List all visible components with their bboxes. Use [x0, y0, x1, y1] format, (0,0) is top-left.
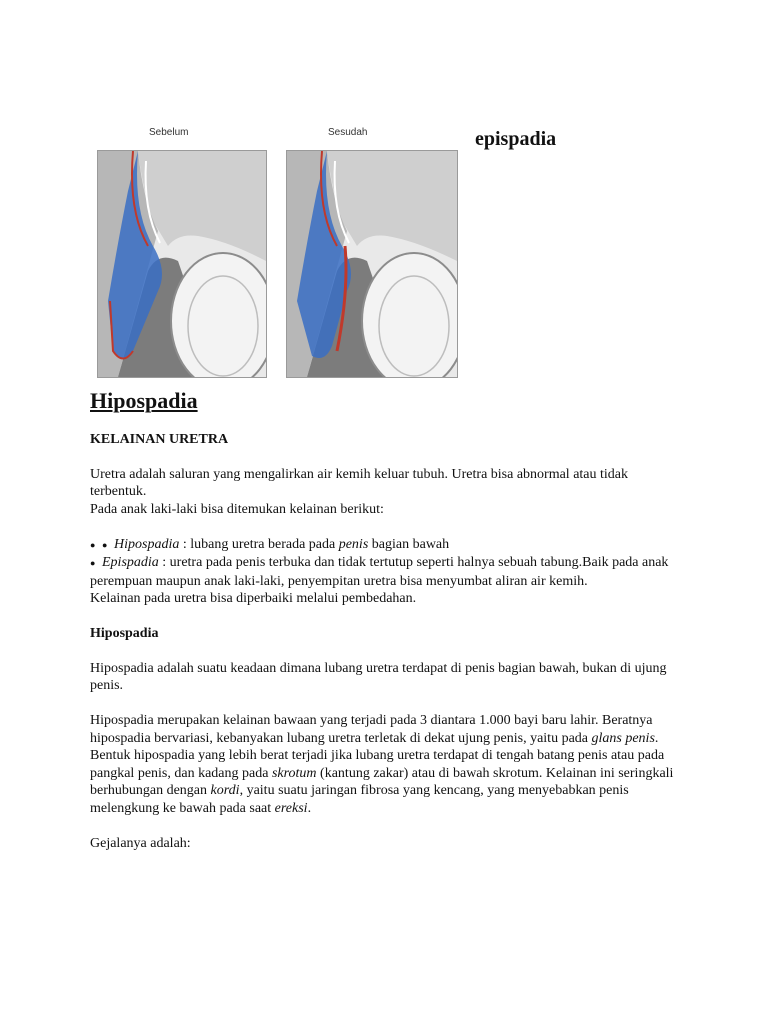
figure-after-label: Sesudah: [328, 127, 368, 138]
term-hipospadia: Hipospadia: [114, 536, 180, 552]
anatomy-illustration-after: [286, 150, 458, 378]
bullet-icon: ●: [90, 558, 96, 568]
prevalence-paragraph: Hipospadia merupakan kelainan bawaan yang terjadi pada 3 diantara 1.000 bayi baru lahir. Beratnya hipospadia bervariasi, kebanyakan lubang uretra terletak di dekat ujung penis, yaitu pada glans penis.: [90, 713, 659, 746]
anatomy-illustration-before: [97, 150, 267, 378]
section-heading-kelainan-uretra: KELAINAN URETRA: [90, 432, 229, 447]
document-body: [90, 388, 680, 852]
bullet-icon: ●: [90, 539, 96, 550]
anatomy-drawing-after: [287, 151, 457, 377]
term-epispadia: Epispadia: [102, 555, 159, 570]
section-heading-hipospadia: Hipospadia: [90, 626, 159, 641]
list-item-epispadia: ● Epispadia : uretra pada penis terbuka dan tidak tertutup seperti halnya sebuah tabung.Baik pada anak perempuan maupun anak laki-laki, penyempitan uretra bisa menyumbat aliran air kemih.: [90, 555, 669, 589]
repair-paragraph: Kelainan pada uretra bisa diperbaiki melalui pembedahan.: [90, 591, 417, 606]
epispadia-title: epispadia: [475, 128, 557, 150]
symptoms-intro: Gejalanya adalah:: [90, 835, 191, 851]
list-item-hipospadia: ● ● Hipospadia : lubang uretra berada pada penis bagian bawah: [90, 536, 680, 555]
bullet-icon: ●: [102, 539, 108, 550]
figure-before-label: Sebelum: [149, 127, 189, 138]
severity-paragraph: Bentuk hipospadia yang lebih berat terjadi jika lubang uretra terdapat di tengah batang penis atau pada pangkal penis, dan kadang pada skrotum (kantung zakar) atau di bawah skrotum. Kelainan ini seringkali berhubungan dengan kordi, yaitu suatu jaringan fibrosa yang kencang, yang menyebabkan penis melengkung ke bawah pada saat ereksi.: [90, 748, 674, 816]
intro-paragraph-2: Pada anak laki-laki bisa ditemukan kelainan berikut:: [90, 501, 384, 517]
definition-paragraph: Hipospadia adalah suatu keadaan dimana lubang uretra terdapat di penis bagian bawah, bukan di ujung penis.: [90, 660, 667, 693]
intro-paragraph-1: Uretra adalah saluran yang mengalirkan air kemih keluar tubuh. Uretra bisa abnormal atau tidak terbentuk.: [90, 466, 629, 499]
page-heading: Hipospadia: [90, 388, 198, 413]
anatomy-drawing-before: [98, 151, 266, 377]
